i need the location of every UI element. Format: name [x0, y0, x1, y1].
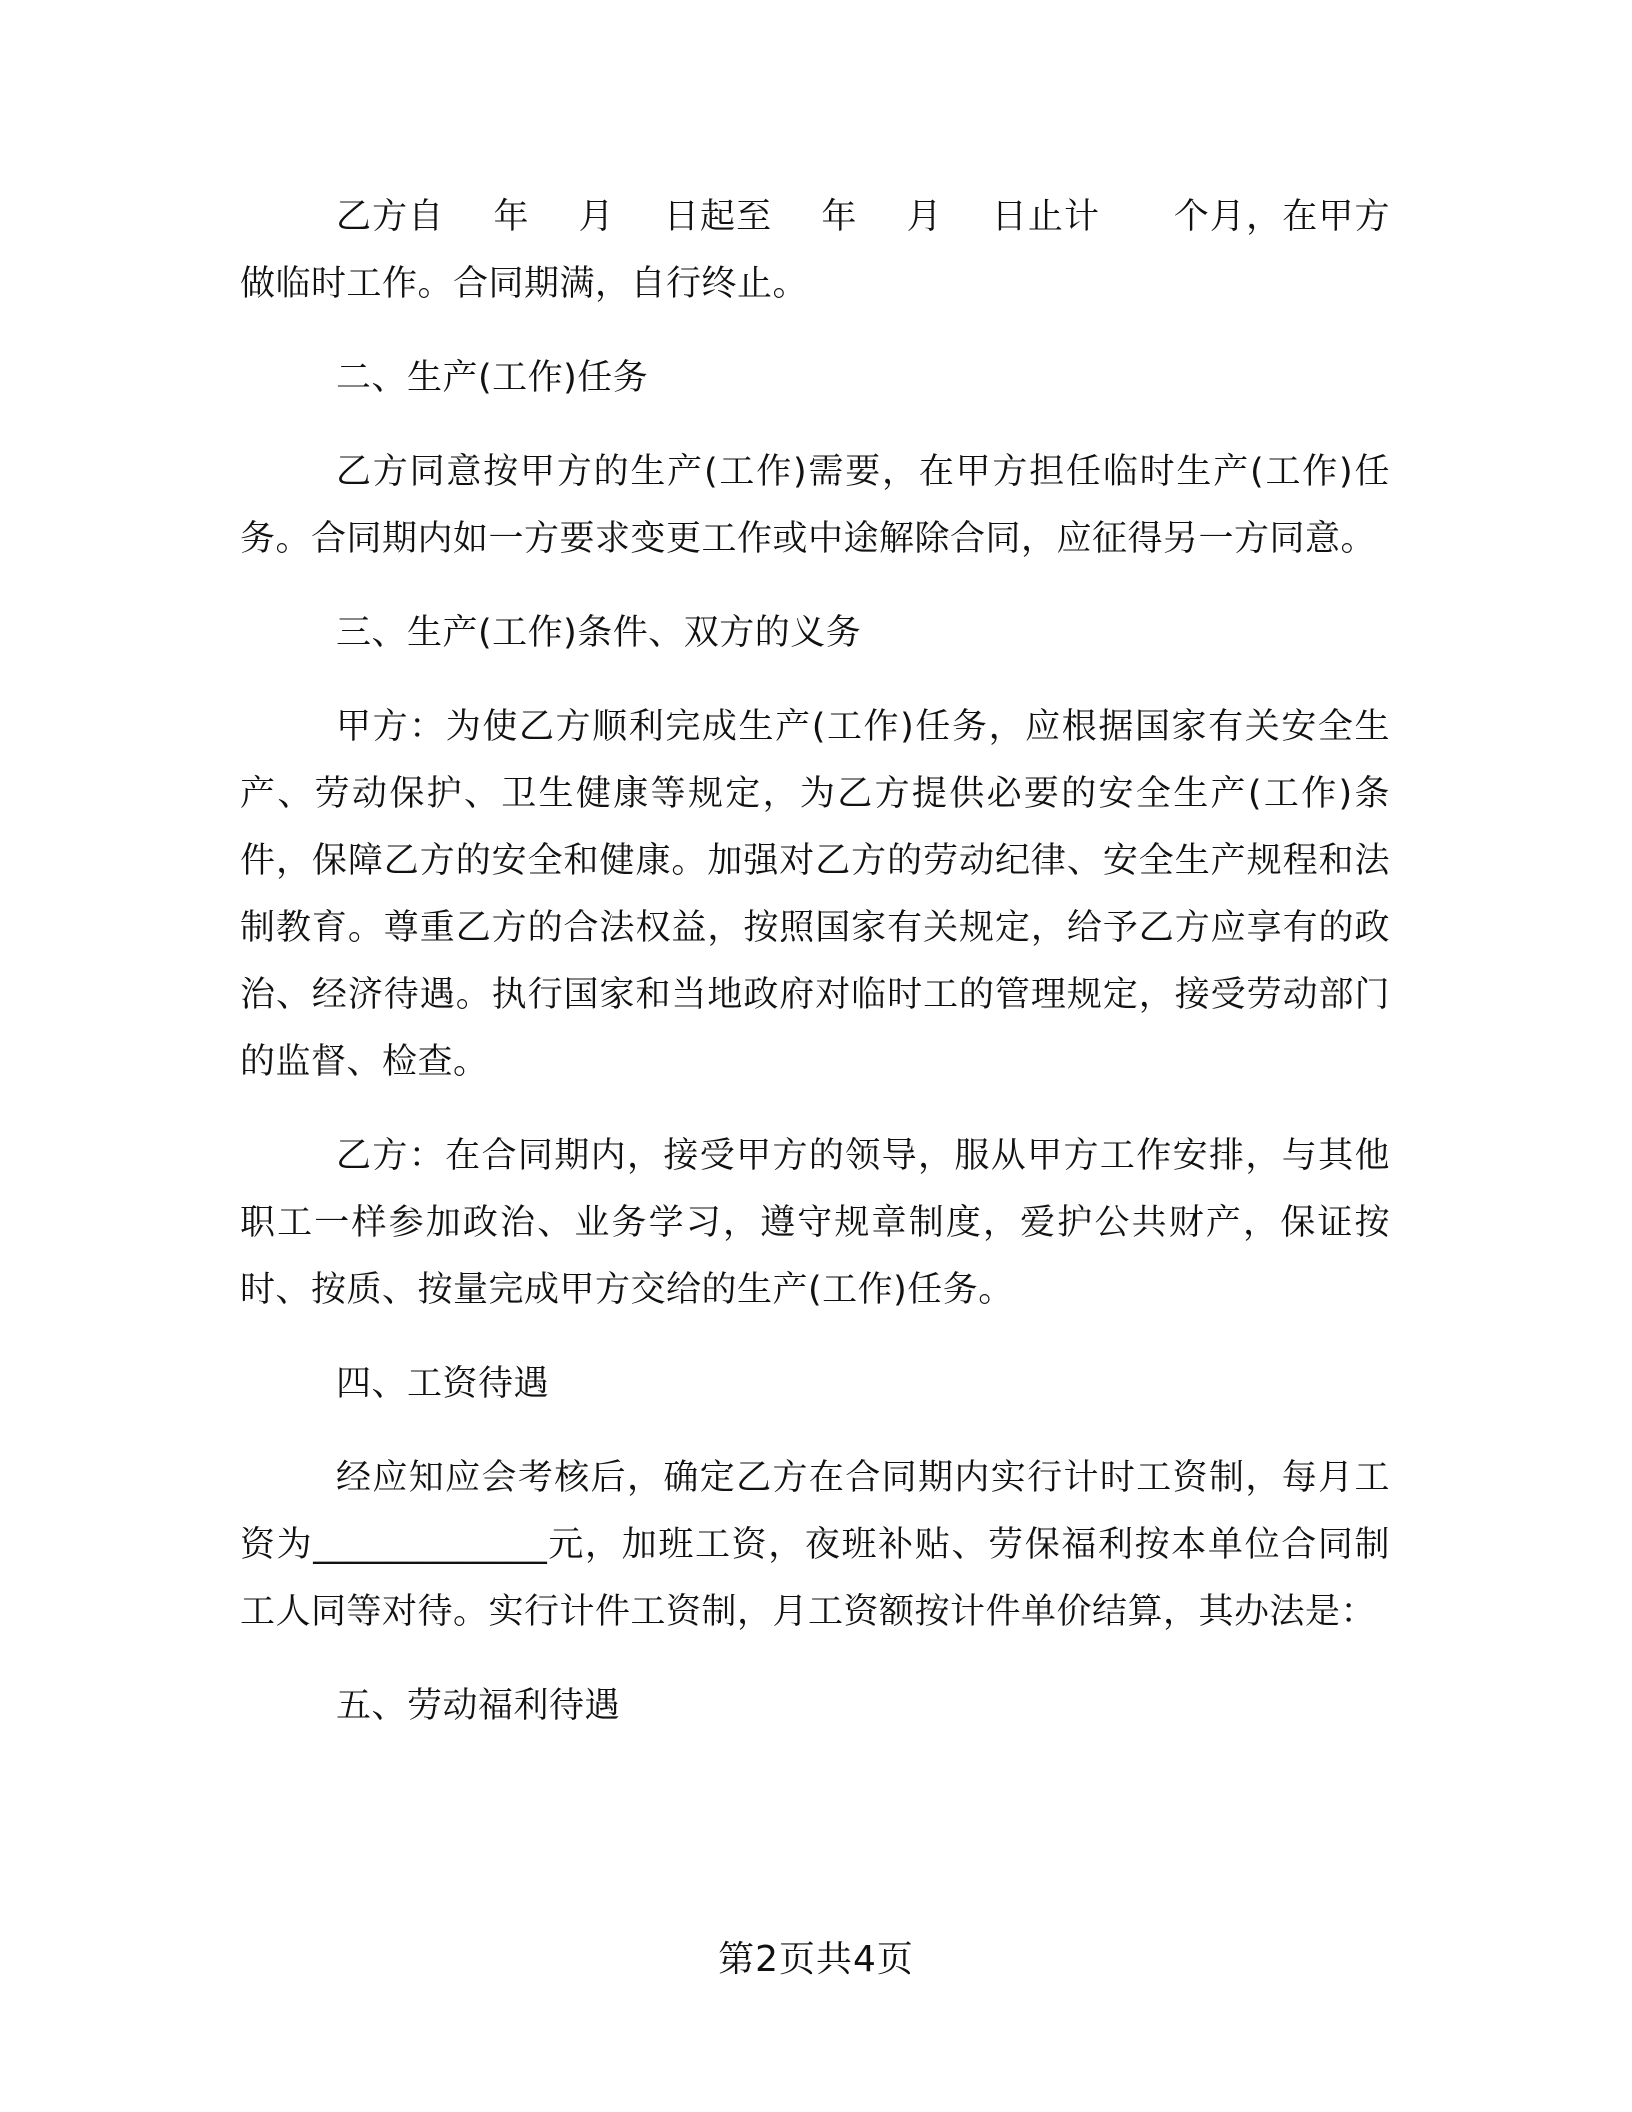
paragraph-contract-term: 乙方自 年 月 日起至 年 月 日止计 个月，在甲方做临时工作。合同期满，自行终止。 [240, 197, 1390, 304]
heading-section-2: 二、生产(工作)任务 [336, 358, 649, 398]
page-number-footer: 第2页共4页 [718, 1939, 914, 1980]
paragraph-work-task: 乙方同意按甲方的生产(工作)需要，在甲方担任临时生产(工作)任务。合同期内如一方要求变更工作或中途解除合同，应征得另一方同意。 [240, 452, 1390, 559]
paragraph-party-a-duties: 甲方：为使乙方顺利完成生产(工作)任务，应根据国家有关安全生产、劳动保护、卫生健康等规定，为乙方提供必要的安全生产(工作)条件，保障乙方的安全和健康。加强对乙方的劳动纪律、安全生产规程和法制教育。尊重乙方的合法权益，按照国家有关规定，给予乙方应享有的政治、经济待遇。执行国家和当地政府对临时工的管理规定，接受劳动部门的监督、检查。 [240, 707, 1390, 1082]
heading-section-5: 五、劳动福利待遇 [336, 1686, 621, 1726]
heading-section-3: 三、生产(工作)条件、双方的义务 [336, 613, 862, 653]
document-body [240, 184, 1390, 1767]
heading-section-4: 四、工资待遇 [336, 1364, 550, 1404]
paragraph-party-b-duties: 乙方：在合同期内，接受甲方的领导，服从甲方工作安排，与其他职工一样参加政治、业务学习，遵守规章制度，爱护公共财产，保证按时、按质、按量完成甲方交给的生产(工作)任务。 [240, 1136, 1390, 1310]
paragraph-wages: 经应知应会考核后，确定乙方在合同期内实行计时工资制，每月工资为_____________元，加班工资，夜班补贴、劳保福利按本单位合同制工人同等对待。实行计件工资制，月工资额按计件单价结算，其办法是： [240, 1458, 1390, 1632]
